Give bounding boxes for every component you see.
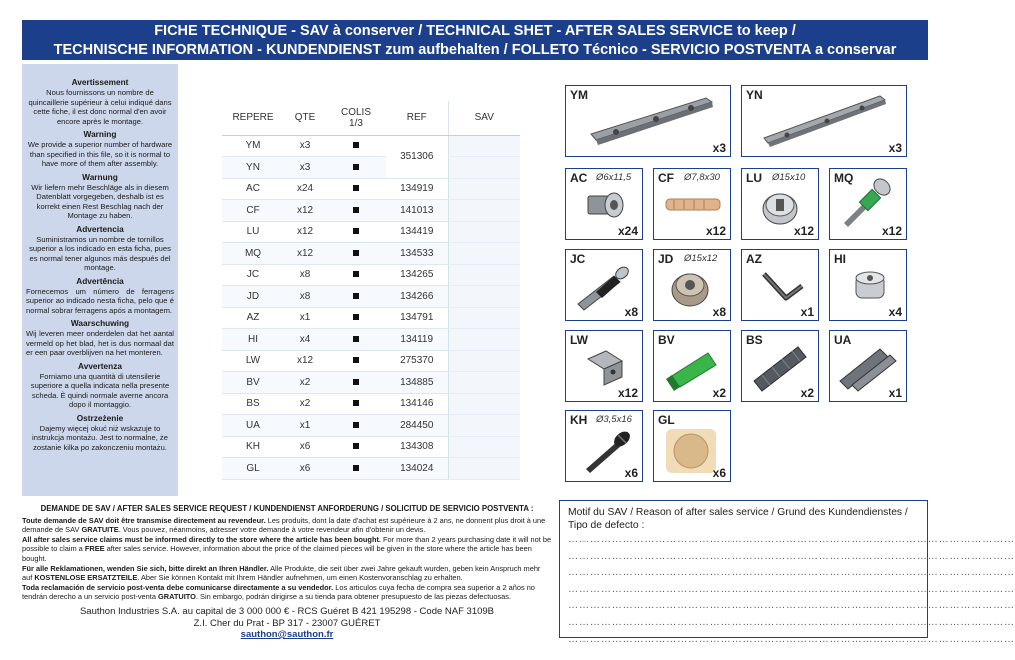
cell-qte: x8 — [284, 264, 326, 286]
warning-panel — [22, 64, 178, 496]
warning-text: Fornecemos um número de ferragens superior ao indicado nesta ficha, pelo que é normal sobrar ferragens após a montagem. — [26, 286, 174, 315]
cell-colis — [326, 135, 386, 157]
sav-fr-text: Les produits, dont la date d'achat est supérieure à 2 ans, ne donnent plus droit à une demande de SAV — [22, 515, 546, 535]
part-code: CF — [658, 171, 674, 185]
cell-repere: AZ — [222, 307, 284, 329]
table-row — [222, 350, 520, 372]
col-header-colis — [326, 101, 386, 135]
header-line-2: TECHNISCHE INFORMATION - KUNDENDIENST zum aufbehalten / FOLLETO Técnico - SERVICIO POSTVENTA a conservar — [53, 42, 897, 58]
cell-qte: x24 — [284, 178, 326, 200]
table-row — [222, 372, 520, 394]
sav-en-bold: All after sales service claims must be informed directly to the store where the article has been bought. — [22, 534, 381, 544]
drawer-slide-icon — [742, 86, 908, 158]
cell-ref: 134024 — [386, 458, 448, 480]
part-card-yn — [741, 85, 907, 157]
part-code: AC — [570, 171, 588, 185]
part-code: YN — [746, 88, 763, 102]
part-qty: x24 — [617, 224, 638, 238]
sav-paragraph-es — [22, 583, 552, 602]
cell-qte: x12 — [284, 221, 326, 243]
cell-qte: x3 — [284, 157, 326, 179]
cell-ref: 134265 — [386, 264, 448, 286]
part-code: LW — [570, 333, 588, 347]
warning-title: Avvertenza — [78, 360, 122, 371]
warning-text: Wij leveren meer onderdelen dat het aantal vermeld op het blad, het is dus normaal dat er een paar overblijven na het monteren. — [26, 329, 174, 357]
check-square-icon — [353, 443, 359, 449]
sav-en-text-2: after sales service. However, information about the price of the claimed pieces will be given in the store where the article has been bought. — [22, 544, 532, 563]
cell-colis — [326, 243, 386, 265]
cell-sav[interactable] — [448, 393, 520, 415]
cell-colis — [326, 350, 386, 372]
warning-text: Suministramos un nombre de tornillos superior a los indicado en esta ficha, pues es normal tener algunos más después del montage. — [29, 234, 171, 272]
cell-repere: YM — [222, 135, 284, 157]
company-line-1: Sauthon Industries S.A. au capital de 3 000 000 € - RCS Guéret B 421 195298 - Code NAF 3109B — [79, 606, 495, 617]
check-square-icon — [353, 422, 359, 428]
part-code: KH — [570, 413, 588, 427]
warning-title: Warning — [83, 129, 117, 139]
cell-sav[interactable] — [448, 221, 520, 243]
sav-es-bold-2: GRATUITO — [158, 592, 196, 602]
cell-repere: GL — [222, 458, 284, 480]
cell-ref: 134266 — [386, 286, 448, 308]
cell-repere: JD — [222, 286, 284, 308]
warning-block — [26, 413, 174, 453]
cell-sav[interactable] — [448, 458, 520, 480]
part-code: JD — [658, 252, 674, 266]
col-header-repere: REPERE — [222, 101, 284, 135]
part-qty: x2 — [712, 386, 726, 400]
cell-colis — [326, 200, 386, 222]
cell-ref: 134533 — [386, 243, 448, 265]
cell-repere: CF — [222, 200, 284, 222]
col-header-qte: QTE — [284, 101, 326, 135]
part-code: AZ — [746, 252, 762, 266]
check-square-icon — [353, 228, 359, 234]
part-card-jd — [653, 249, 731, 321]
table-row — [222, 178, 520, 200]
cell-sav[interactable] — [448, 135, 520, 157]
check-square-icon — [353, 250, 359, 256]
check-square-icon — [353, 185, 359, 191]
header-banner — [22, 20, 928, 60]
table-row — [222, 221, 520, 243]
check-square-icon — [353, 379, 359, 385]
part-code: BS — [746, 333, 763, 347]
part-qty: x12 — [705, 224, 726, 238]
warning-block — [26, 224, 174, 273]
cell-ref: 275370 — [386, 350, 448, 372]
cell-sav[interactable] — [448, 415, 520, 437]
cell-sav[interactable] — [448, 307, 520, 329]
part-card-az — [741, 249, 819, 321]
part-card-mq — [829, 168, 907, 240]
cell-sav[interactable] — [448, 350, 520, 372]
part-card-bs — [741, 330, 819, 402]
part-qty: x6 — [712, 466, 726, 480]
warning-block — [26, 77, 174, 126]
sav-heading: DEMANDE DE SAV / AFTER SALES SERVICE REQUEST / KUNDENDIENST ANFORDERUNG / SOLICITUD DE SERVICIO POSTVENTA : — [40, 504, 534, 513]
cell-colis — [326, 157, 386, 179]
part-qty: x3 — [888, 141, 902, 155]
cell-repere: LU — [222, 221, 284, 243]
cell-qte: x8 — [284, 286, 326, 308]
table-row — [222, 436, 520, 458]
part-qty: x6 — [624, 466, 638, 480]
table-row — [222, 415, 520, 437]
table-row — [222, 200, 520, 222]
part-code: HI — [834, 252, 846, 266]
cell-repere: BS — [222, 393, 284, 415]
cell-colis — [326, 178, 386, 200]
sav-de-text-2: . Aber Sie können Kontakt mit Ihrem Händler aufnehmen, um einen Kostenvoranschlag zu erhalten. — [137, 573, 463, 583]
warning-block — [26, 172, 174, 221]
part-dimension: Ø6x11,5 — [596, 172, 632, 183]
warning-title: Warnung — [82, 171, 118, 182]
part-qty: x8 — [712, 305, 726, 319]
cell-colis — [326, 329, 386, 351]
part-card-ac — [565, 168, 643, 240]
part-qty: x2 — [800, 386, 814, 400]
table-row — [222, 458, 520, 480]
cell-qte: x1 — [284, 307, 326, 329]
cell-colis — [326, 372, 386, 394]
sav-paragraph-de — [22, 564, 552, 583]
colis-sub-label: 1/3 — [349, 117, 363, 129]
cell-repere: JC — [222, 264, 284, 286]
part-card-lw — [565, 330, 643, 402]
part-code: MQ — [834, 171, 854, 185]
sav-paragraph-fr — [22, 516, 552, 535]
cell-ref: 351306 — [386, 135, 448, 178]
sav-request-text — [22, 504, 552, 602]
cell-qte: x6 — [284, 436, 326, 458]
sav-de-text: Alle Produkte, die seit über zwei Jahre gekauft wurden, geben kein Anspruch mehr auf — [22, 563, 541, 583]
cell-ref: 134146 — [386, 393, 448, 415]
part-card-bv — [653, 330, 731, 402]
check-square-icon — [353, 465, 359, 471]
cell-repere: LW — [222, 350, 284, 372]
part-qty: x12 — [617, 386, 638, 400]
cell-ref: 134885 — [386, 372, 448, 394]
part-dimension: Ø3,5x16 — [596, 414, 632, 425]
cell-sav[interactable] — [448, 157, 520, 179]
reason-label: Motif du SAV / Reason of after sales service / Grund des Kundendienstes / — [568, 507, 908, 518]
check-square-icon — [353, 314, 359, 320]
warning-title: Advertencia — [76, 223, 124, 234]
part-qty: x8 — [624, 305, 638, 319]
warning-text: Nous fournissons un nombre de quincaillerie supérieur à celui indiqué dans cette fiche, il est donc normal d'en avoir encore après le montage. — [28, 88, 172, 126]
part-code: LU — [746, 171, 762, 185]
check-square-icon — [353, 142, 359, 148]
reason-label-2: Tipo de defecto : — [568, 519, 645, 531]
sav-es-text: Los articulos cuya fecha de compra sea superior a 2 años no tendrán derecho a un servicio post-venta — [22, 582, 535, 602]
warning-text: Dajemy więcej okuć niż wskazuje to instrukcja montażu. Jest to normalne, że zostanie kilka po zakonczeniu montażu. — [32, 423, 168, 452]
check-square-icon — [353, 400, 359, 406]
cell-colis — [326, 307, 386, 329]
sav-es-bold: Toda reclamación de servicio post-venta debe comunicarse directamente a su vendedor. — [22, 582, 334, 592]
part-code: GL — [658, 413, 675, 427]
check-square-icon — [353, 271, 359, 277]
cell-sav[interactable] — [448, 436, 520, 458]
warning-text: Forniamo una quantità di utensilerie superiore a quella indicata nella presente scheda. È quindi normale averne ancora dopo il montaggio. — [30, 371, 170, 409]
warning-title: Ostrzeżenie — [76, 412, 124, 423]
part-card-hi — [829, 249, 907, 321]
table-row — [222, 243, 520, 265]
cell-colis — [326, 458, 386, 480]
warning-block — [26, 276, 174, 316]
cell-qte: x3 — [284, 135, 326, 157]
cell-sav[interactable] — [448, 178, 520, 200]
part-qty: x12 — [881, 224, 902, 238]
table-header-row — [222, 101, 520, 135]
part-code: YM — [570, 88, 588, 102]
part-card-jc — [565, 249, 643, 321]
cell-sav[interactable] — [448, 264, 520, 286]
cell-qte: x2 — [284, 393, 326, 415]
warning-block — [26, 129, 174, 169]
part-dimension: Ø7,8x30 — [684, 172, 720, 183]
cell-repere: AC — [222, 178, 284, 200]
check-square-icon — [353, 357, 359, 363]
warning-title: Advertência — [76, 275, 124, 286]
part-card-kh — [565, 410, 643, 482]
sav-en-text: For more than 2 years purchasing date it will not be possible to claim a — [22, 534, 552, 554]
cell-qte: x1 — [284, 415, 326, 437]
company-line-2: Z.I. Cher du Prat - BP 317 - 23007 GUÉRET — [193, 617, 381, 629]
table-row — [222, 393, 520, 415]
sav-de-bold-2: KOSTENLOSE ERSATZTEILE — [34, 573, 138, 583]
cell-ref: 134919 — [386, 178, 448, 200]
reason-line[interactable]: …………………………………………………………………………………………………………… — [568, 550, 1015, 562]
reason-line[interactable]: …………………………………………………………………………………………………………… — [568, 583, 1015, 595]
col-header-sav: SAV — [448, 101, 520, 135]
reason-line[interactable]: …………………………………………………………………………………………………………… — [568, 534, 1015, 545]
cell-colis — [326, 264, 386, 286]
col-header-ref: REF — [386, 101, 448, 135]
part-card-ym — [565, 85, 731, 157]
part-qty: x1 — [888, 386, 902, 400]
cell-colis — [326, 286, 386, 308]
table-row — [222, 307, 520, 329]
cell-sav[interactable] — [448, 372, 520, 394]
table-row — [222, 329, 520, 351]
cell-colis — [326, 221, 386, 243]
warning-text: Wir liefern mehr Beschläge als in diesem Datenblatt vorgegeben, deshalb ist es korrekt einen Rest Beschlag nach der Montage zu haben. — [31, 182, 169, 220]
company-info — [22, 606, 552, 641]
sav-fr-bold: Toute demande de SAV doit être transmise directement au revendeur. — [22, 515, 266, 525]
cell-qte: x12 — [284, 350, 326, 372]
cell-ref: 134119 — [386, 329, 448, 351]
cell-sav[interactable] — [448, 243, 520, 265]
cell-sav[interactable] — [448, 329, 520, 351]
part-card-lu — [741, 168, 819, 240]
warning-title: Avertissement — [71, 77, 129, 87]
reason-line[interactable]: …………………………………………………………………………………………………………… — [568, 633, 1015, 645]
part-qty: x3 — [712, 141, 726, 155]
cell-colis — [326, 436, 386, 458]
cell-colis — [326, 393, 386, 415]
part-qty: x4 — [888, 305, 902, 319]
part-code: UA — [834, 333, 852, 347]
cell-repere: KH — [222, 436, 284, 458]
sav-fr-text-2: . Vous pouvez, néanmoins, adresser votre demande à votre revendeur afin d'obtenir un devis. — [118, 525, 426, 535]
cell-ref: 134419 — [386, 221, 448, 243]
sav-en-bold-2: FREE — [84, 544, 105, 554]
cell-repere: HI — [222, 329, 284, 351]
table-row — [222, 157, 520, 179]
header-line-1: FICHE TECHNIQUE - SAV à conserver / TECHNICAL SHET - AFTER SALES SERVICE to keep / — [154, 23, 796, 39]
sav-paragraph-en — [22, 535, 552, 564]
cell-qte: x4 — [284, 329, 326, 351]
company-email-link[interactable]: sauthon@sauthon.fr — [240, 629, 334, 640]
check-square-icon — [353, 293, 359, 299]
cell-ref: 284450 — [386, 415, 448, 437]
cell-qte: x12 — [284, 243, 326, 265]
sav-es-text-2: . Sin embargo, podrán dirigirse a su tienda para obtener presupuesto de las piezas defectuosas. — [195, 592, 512, 602]
part-qty: x12 — [793, 224, 814, 238]
reason-line[interactable]: …………………………………………………………………………………………………………… — [568, 567, 1015, 579]
reason-sublabel-row — [568, 519, 1015, 549]
cell-qte: x6 — [284, 458, 326, 480]
parts-table — [222, 101, 520, 480]
warning-text: We provide a superior number of hardware than specified in this file, so it is normal to have more of them after assembly. — [27, 140, 173, 168]
cell-repere: MQ — [222, 243, 284, 265]
cell-ref: 141013 — [386, 200, 448, 222]
part-card-gl — [653, 410, 731, 482]
cell-qte: x2 — [284, 372, 326, 394]
part-dimension: Ø15x12 — [684, 253, 718, 264]
part-card-cf — [653, 168, 731, 240]
check-square-icon — [353, 164, 359, 170]
table-row — [222, 264, 520, 286]
table-row — [222, 286, 520, 308]
cell-ref: 134791 — [386, 307, 448, 329]
cell-colis — [326, 415, 386, 437]
part-code: BV — [658, 333, 675, 347]
sav-fr-bold-2: GRATUITE — [81, 525, 119, 535]
sav-reason-box[interactable] — [559, 500, 1015, 645]
check-square-icon — [353, 336, 359, 342]
reason-line[interactable]: …………………………………………………………………………………………………………… — [568, 616, 1015, 628]
table-row — [222, 135, 520, 157]
cell-sav[interactable] — [448, 200, 520, 222]
reason-line[interactable]: …………………………………………………………………………………………………………… — [568, 600, 1015, 612]
part-code: JC — [570, 252, 586, 266]
part-card-ua — [829, 330, 907, 402]
part-dimension: Ø15x10 — [772, 172, 806, 183]
cell-repere: UA — [222, 415, 284, 437]
check-square-icon — [353, 207, 359, 213]
warning-title: Waarschuwing — [70, 318, 130, 328]
cell-sav[interactable] — [448, 286, 520, 308]
cell-ref: 134308 — [386, 436, 448, 458]
cell-qte: x12 — [284, 200, 326, 222]
cell-repere: YN — [222, 157, 284, 179]
warning-block — [26, 318, 174, 358]
colis-label: COLIS — [340, 106, 371, 118]
drawer-slide-icon — [566, 86, 732, 158]
sav-de-bold: Für alle Reklamationen, wenden Sie sich, bitte direkt an Ihren Händler. — [22, 563, 269, 573]
cell-repere: BV — [222, 372, 284, 394]
part-qty: x1 — [800, 305, 814, 319]
warning-block — [26, 361, 174, 410]
